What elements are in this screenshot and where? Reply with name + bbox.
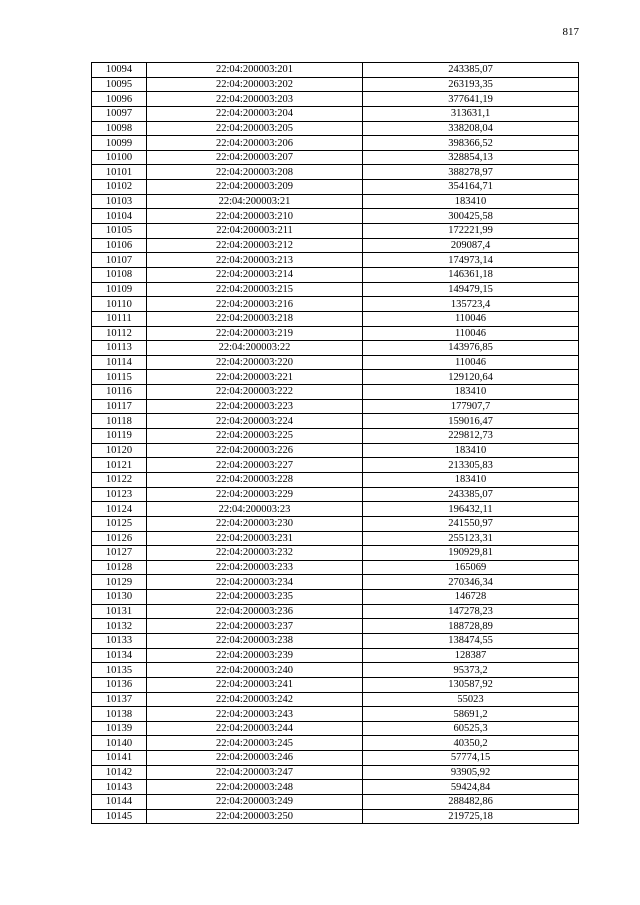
- row-number-cell: 10122: [92, 472, 147, 487]
- value-cell: 165069: [363, 560, 579, 575]
- row-number-cell: 10137: [92, 692, 147, 707]
- cadastral-number-cell: 22:04:200003:228: [147, 472, 363, 487]
- row-number-cell: 10104: [92, 209, 147, 224]
- cadastral-number-cell: 22:04:200003:250: [147, 809, 363, 824]
- value-cell: 229812,73: [363, 429, 579, 444]
- table-row: [92, 472, 579, 487]
- table-row: [92, 721, 579, 736]
- table-row: [92, 590, 579, 605]
- cadastral-number-cell: 22:04:200003:226: [147, 443, 363, 458]
- value-cell: 138474,55: [363, 633, 579, 648]
- cadastral-number-cell: 22:04:200003:219: [147, 326, 363, 341]
- table-row: [92, 780, 579, 795]
- row-number-cell: 10102: [92, 180, 147, 195]
- value-cell: 219725,18: [363, 809, 579, 824]
- cadastral-number-cell: 22:04:200003:231: [147, 531, 363, 546]
- cadastral-number-cell: 22:04:200003:248: [147, 780, 363, 795]
- cadastral-number-cell: 22:04:200003:213: [147, 253, 363, 268]
- cadastral-number-cell: 22:04:200003:202: [147, 77, 363, 92]
- cadastral-number-cell: 22:04:200003:21: [147, 194, 363, 209]
- row-number-cell: 10128: [92, 560, 147, 575]
- value-cell: 110046: [363, 326, 579, 341]
- row-number-cell: 10101: [92, 165, 147, 180]
- table-row: [92, 77, 579, 92]
- value-cell: 59424,84: [363, 780, 579, 795]
- cadastral-number-cell: 22:04:200003:235: [147, 590, 363, 605]
- value-cell: 243385,07: [363, 487, 579, 502]
- row-number-cell: 10106: [92, 238, 147, 253]
- row-number-cell: 10095: [92, 77, 147, 92]
- value-cell: 110046: [363, 311, 579, 326]
- table-row: [92, 282, 579, 297]
- cadastral-number-cell: 22:04:200003:233: [147, 560, 363, 575]
- row-number-cell: 10121: [92, 458, 147, 473]
- value-cell: 183410: [363, 472, 579, 487]
- cadastral-number-cell: 22:04:200003:223: [147, 399, 363, 414]
- value-cell: 209087,4: [363, 238, 579, 253]
- table-row: [92, 458, 579, 473]
- table-row: [92, 194, 579, 209]
- table-row: [92, 370, 579, 385]
- table-row: [92, 677, 579, 692]
- table-row: [92, 502, 579, 517]
- table-row: [92, 765, 579, 780]
- value-cell: 263193,35: [363, 77, 579, 92]
- cadastral-number-cell: 22:04:200003:230: [147, 516, 363, 531]
- value-cell: 58691,2: [363, 707, 579, 722]
- cadastral-number-cell: 22:04:200003:225: [147, 429, 363, 444]
- value-cell: 328854,13: [363, 150, 579, 165]
- table-row: [92, 414, 579, 429]
- row-number-cell: 10099: [92, 136, 147, 151]
- cadastral-number-cell: 22:04:200003:229: [147, 487, 363, 502]
- cadastral-number-cell: 22:04:200003:209: [147, 180, 363, 195]
- table-row: [92, 487, 579, 502]
- row-number-cell: 10140: [92, 736, 147, 751]
- row-number-cell: 10109: [92, 282, 147, 297]
- cadastral-number-cell: 22:04:200003:210: [147, 209, 363, 224]
- cadastral-number-cell: 22:04:200003:236: [147, 604, 363, 619]
- row-number-cell: 10139: [92, 721, 147, 736]
- row-number-cell: 10103: [92, 194, 147, 209]
- row-number-cell: 10143: [92, 780, 147, 795]
- row-number-cell: 10118: [92, 414, 147, 429]
- value-cell: 183410: [363, 194, 579, 209]
- table-row: [92, 63, 579, 78]
- cadastral-number-cell: 22:04:200003:215: [147, 282, 363, 297]
- value-cell: 130587,92: [363, 677, 579, 692]
- row-number-cell: 10115: [92, 370, 147, 385]
- cadastral-number-cell: 22:04:200003:207: [147, 150, 363, 165]
- cadastral-number-cell: 22:04:200003:218: [147, 311, 363, 326]
- value-cell: 55023: [363, 692, 579, 707]
- cadastral-number-cell: 22:04:200003:246: [147, 751, 363, 766]
- table-row: [92, 355, 579, 370]
- table-row: [92, 165, 579, 180]
- row-number-cell: 10097: [92, 106, 147, 121]
- table-row: [92, 311, 579, 326]
- page-number: 817: [562, 26, 579, 38]
- cadastral-number-cell: 22:04:200003:242: [147, 692, 363, 707]
- row-number-cell: 10125: [92, 516, 147, 531]
- cadastral-number-cell: 22:04:200003:241: [147, 677, 363, 692]
- value-cell: 190929,81: [363, 546, 579, 561]
- row-number-cell: 10110: [92, 297, 147, 312]
- cadastral-number-cell: 22:04:200003:205: [147, 121, 363, 136]
- table-row: [92, 546, 579, 561]
- table-row: [92, 297, 579, 312]
- table-row: [92, 238, 579, 253]
- row-number-cell: 10096: [92, 92, 147, 107]
- cadastral-number-cell: 22:04:200003:201: [147, 63, 363, 78]
- row-number-cell: 10111: [92, 311, 147, 326]
- cadastral-number-cell: 22:04:200003:249: [147, 795, 363, 810]
- value-cell: 300425,58: [363, 209, 579, 224]
- row-number-cell: 10133: [92, 633, 147, 648]
- value-cell: 60525,3: [363, 721, 579, 736]
- table-row: [92, 106, 579, 121]
- table-row: [92, 385, 579, 400]
- value-cell: 172221,99: [363, 224, 579, 239]
- row-number-cell: 10129: [92, 575, 147, 590]
- row-number-cell: 10113: [92, 341, 147, 356]
- value-cell: 183410: [363, 385, 579, 400]
- value-cell: 188728,89: [363, 619, 579, 634]
- row-number-cell: 10105: [92, 224, 147, 239]
- table-row: [92, 443, 579, 458]
- table-row: [92, 150, 579, 165]
- value-cell: 110046: [363, 355, 579, 370]
- table-row: [92, 648, 579, 663]
- table-row: [92, 209, 579, 224]
- cadastral-number-cell: 22:04:200003:220: [147, 355, 363, 370]
- value-cell: 338208,04: [363, 121, 579, 136]
- table-row: [92, 516, 579, 531]
- row-number-cell: 10107: [92, 253, 147, 268]
- table-row: [92, 180, 579, 195]
- value-cell: 288482,86: [363, 795, 579, 810]
- value-cell: 57774,15: [363, 751, 579, 766]
- row-number-cell: 10100: [92, 150, 147, 165]
- table-row: [92, 809, 579, 824]
- row-number-cell: 10112: [92, 326, 147, 341]
- table-row: [92, 399, 579, 414]
- row-number-cell: 10094: [92, 63, 147, 78]
- row-number-cell: 10142: [92, 765, 147, 780]
- row-number-cell: 10124: [92, 502, 147, 517]
- table-row: [92, 707, 579, 722]
- value-cell: 196432,11: [363, 502, 579, 517]
- row-number-cell: 10119: [92, 429, 147, 444]
- value-cell: 255123,31: [363, 531, 579, 546]
- cadastral-number-cell: 22:04:200003:222: [147, 385, 363, 400]
- cadastral-number-cell: 22:04:200003:206: [147, 136, 363, 151]
- row-number-cell: 10127: [92, 546, 147, 561]
- value-cell: 159016,47: [363, 414, 579, 429]
- table-row: [92, 326, 579, 341]
- cadastral-number-cell: 22:04:200003:23: [147, 502, 363, 517]
- row-number-cell: 10126: [92, 531, 147, 546]
- table-row: [92, 136, 579, 151]
- cadastral-number-cell: 22:04:200003:247: [147, 765, 363, 780]
- value-cell: 146728: [363, 590, 579, 605]
- table-row: [92, 692, 579, 707]
- cadastral-number-cell: 22:04:200003:237: [147, 619, 363, 634]
- row-number-cell: 10123: [92, 487, 147, 502]
- value-cell: 40350,2: [363, 736, 579, 751]
- value-cell: 128387: [363, 648, 579, 663]
- cadastral-number-cell: 22:04:200003:216: [147, 297, 363, 312]
- value-cell: 183410: [363, 443, 579, 458]
- table-row: [92, 633, 579, 648]
- cadastral-number-cell: 22:04:200003:232: [147, 546, 363, 561]
- value-cell: 241550,97: [363, 516, 579, 531]
- value-cell: 313631,1: [363, 106, 579, 121]
- value-cell: 270346,34: [363, 575, 579, 590]
- cadastral-number-cell: 22:04:200003:208: [147, 165, 363, 180]
- table-row: [92, 795, 579, 810]
- cadastral-number-cell: 22:04:200003:227: [147, 458, 363, 473]
- row-number-cell: 10144: [92, 795, 147, 810]
- value-cell: 174973,14: [363, 253, 579, 268]
- value-cell: 243385,07: [363, 63, 579, 78]
- registry-table: [91, 62, 579, 824]
- table-row: [92, 560, 579, 575]
- cadastral-number-cell: 22:04:200003:211: [147, 224, 363, 239]
- value-cell: 95373,2: [363, 663, 579, 678]
- cadastral-number-cell: 22:04:200003:238: [147, 633, 363, 648]
- value-cell: 93905,92: [363, 765, 579, 780]
- row-number-cell: 10108: [92, 267, 147, 282]
- value-cell: 129120,64: [363, 370, 579, 385]
- row-number-cell: 10116: [92, 385, 147, 400]
- registry-table-body: [92, 63, 579, 824]
- row-number-cell: 10098: [92, 121, 147, 136]
- table-row: [92, 736, 579, 751]
- table-row: [92, 663, 579, 678]
- table-row: [92, 92, 579, 107]
- value-cell: 143976,85: [363, 341, 579, 356]
- table-row: [92, 429, 579, 444]
- cadastral-number-cell: 22:04:200003:245: [147, 736, 363, 751]
- row-number-cell: 10117: [92, 399, 147, 414]
- table-row: [92, 531, 579, 546]
- row-number-cell: 10114: [92, 355, 147, 370]
- value-cell: 135723,4: [363, 297, 579, 312]
- row-number-cell: 10132: [92, 619, 147, 634]
- value-cell: 149479,15: [363, 282, 579, 297]
- cadastral-number-cell: 22:04:200003:224: [147, 414, 363, 429]
- cadastral-number-cell: 22:04:200003:212: [147, 238, 363, 253]
- table-row: [92, 267, 579, 282]
- cadastral-number-cell: 22:04:200003:234: [147, 575, 363, 590]
- cadastral-number-cell: 22:04:200003:239: [147, 648, 363, 663]
- table-row: [92, 224, 579, 239]
- row-number-cell: 10138: [92, 707, 147, 722]
- value-cell: 147278,23: [363, 604, 579, 619]
- cadastral-number-cell: 22:04:200003:243: [147, 707, 363, 722]
- row-number-cell: 10120: [92, 443, 147, 458]
- value-cell: 177907,7: [363, 399, 579, 414]
- table-row: [92, 575, 579, 590]
- cadastral-number-cell: 22:04:200003:204: [147, 106, 363, 121]
- value-cell: 388278,97: [363, 165, 579, 180]
- cadastral-number-cell: 22:04:200003:203: [147, 92, 363, 107]
- row-number-cell: 10136: [92, 677, 147, 692]
- table-row: [92, 253, 579, 268]
- table-row: [92, 121, 579, 136]
- table-row: [92, 619, 579, 634]
- value-cell: 146361,18: [363, 267, 579, 282]
- cadastral-number-cell: 22:04:200003:240: [147, 663, 363, 678]
- table-row: [92, 604, 579, 619]
- cadastral-number-cell: 22:04:200003:22: [147, 341, 363, 356]
- row-number-cell: 10134: [92, 648, 147, 663]
- table-row: [92, 341, 579, 356]
- value-cell: 377641,19: [363, 92, 579, 107]
- row-number-cell: 10131: [92, 604, 147, 619]
- cadastral-number-cell: 22:04:200003:244: [147, 721, 363, 736]
- cadastral-number-cell: 22:04:200003:221: [147, 370, 363, 385]
- row-number-cell: 10145: [92, 809, 147, 824]
- row-number-cell: 10130: [92, 590, 147, 605]
- value-cell: 213305,83: [363, 458, 579, 473]
- row-number-cell: 10135: [92, 663, 147, 678]
- cadastral-number-cell: 22:04:200003:214: [147, 267, 363, 282]
- value-cell: 398366,52: [363, 136, 579, 151]
- value-cell: 354164,71: [363, 180, 579, 195]
- table-row: [92, 751, 579, 766]
- row-number-cell: 10141: [92, 751, 147, 766]
